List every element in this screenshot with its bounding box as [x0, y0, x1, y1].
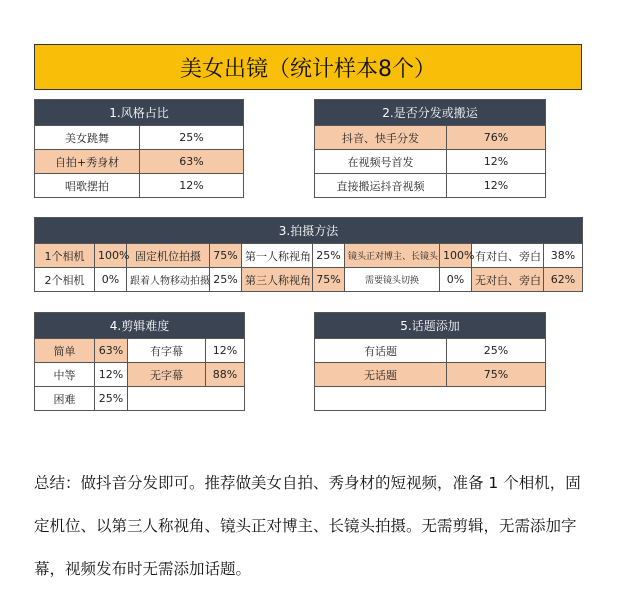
table-cell-value: 0%: [440, 268, 472, 292]
topic-table: [314, 312, 546, 411]
table-cell-value: 75%: [210, 244, 242, 268]
table-cell-value: 75%: [313, 268, 345, 292]
table-cell-label: 中等: [35, 363, 95, 387]
table-cell-label: 需要镜头切换: [345, 268, 440, 292]
style-ratio-header: 1.风格占比: [35, 100, 244, 126]
table-cell-label: 无对白、旁白: [472, 268, 544, 292]
table-cell-label: 跟着人物移动拍摄: [127, 268, 210, 292]
table-cell-label: 第三人称视角: [242, 268, 313, 292]
table-cell-value: 100%: [95, 244, 127, 268]
distribution-header: 2.是否分发或搬运: [315, 100, 546, 126]
table-cell-label: 简单: [35, 339, 95, 363]
topic-header: 5.话题添加: [315, 313, 546, 339]
shooting-method-header: 3.拍摄方法: [35, 218, 583, 244]
table-cell-label: 唱歌摆拍: [35, 174, 140, 198]
table-cell-value: 12%: [140, 174, 244, 198]
page-title: 美女出镜（统计样本8个）: [34, 44, 582, 90]
table-cell-value: 25%: [447, 339, 546, 363]
summary-text: 总结：做抖音分发即可。推荐做美女自拍、秀身材的短视频，准备 1 个相机，固定机位、以第三人称视角、镜头正对博主、长镜头拍摄。无需剪辑，无需添加字幕，视频发布时无需添加话题。: [34, 474, 581, 578]
style-ratio-table: [34, 99, 244, 198]
table-cell-label: 有对白、旁白: [472, 244, 544, 268]
table-cell-label: 2个相机: [35, 268, 95, 292]
table-cell-empty: [315, 387, 546, 411]
table-cell-value: 63%: [95, 339, 128, 363]
table-cell-label: 无字幕: [128, 363, 206, 387]
table-cell-value: 25%: [313, 244, 345, 268]
table-cell-value: 12%: [447, 150, 546, 174]
table-cell-label: 直接搬运抖音视频: [315, 174, 447, 198]
table-cell-value: 25%: [140, 126, 244, 150]
table-cell-label: 有字幕: [128, 339, 206, 363]
table-cell-label: 在视频号首发: [315, 150, 447, 174]
table-cell-value: 25%: [210, 268, 242, 292]
table-cell-label: 自拍+秀身材: [35, 150, 140, 174]
table-cell-value: 100%: [440, 244, 472, 268]
table-cell-label: 抖音、快手分发: [315, 126, 447, 150]
table-cell-value: 12%: [95, 363, 128, 387]
table-cell-label: 困难: [35, 387, 95, 411]
table-cell-value: 62%: [544, 268, 583, 292]
editing-difficulty-header: 4.剪辑难度: [35, 313, 245, 339]
table-cell-label: 1个相机: [35, 244, 95, 268]
table-cell-value: 75%: [447, 363, 546, 387]
distribution-table: [314, 99, 546, 198]
table-cell-value: 12%: [447, 174, 546, 198]
table-cell-label: 美女跳舞: [35, 126, 140, 150]
table-cell-value: 25%: [95, 387, 128, 411]
table-cell-label: 固定机位拍摄: [127, 244, 210, 268]
table-cell-value: 63%: [140, 150, 244, 174]
table-cell-value: 76%: [447, 126, 546, 150]
shooting-method-table: [34, 217, 583, 292]
table-cell-value: 12%: [206, 339, 245, 363]
table-cell-value: 88%: [206, 363, 245, 387]
table-cell-label: 无话题: [315, 363, 447, 387]
table-cell-value: 38%: [544, 244, 583, 268]
editing-difficulty-table: [34, 312, 245, 411]
table-cell-label: 第一人称视角: [242, 244, 313, 268]
table-cell-empty: [128, 387, 245, 411]
table-cell-value: 0%: [95, 268, 127, 292]
table-cell-label: 有话题: [315, 339, 447, 363]
table-cell-label: 镜头正对博主、长镜头: [345, 244, 440, 268]
